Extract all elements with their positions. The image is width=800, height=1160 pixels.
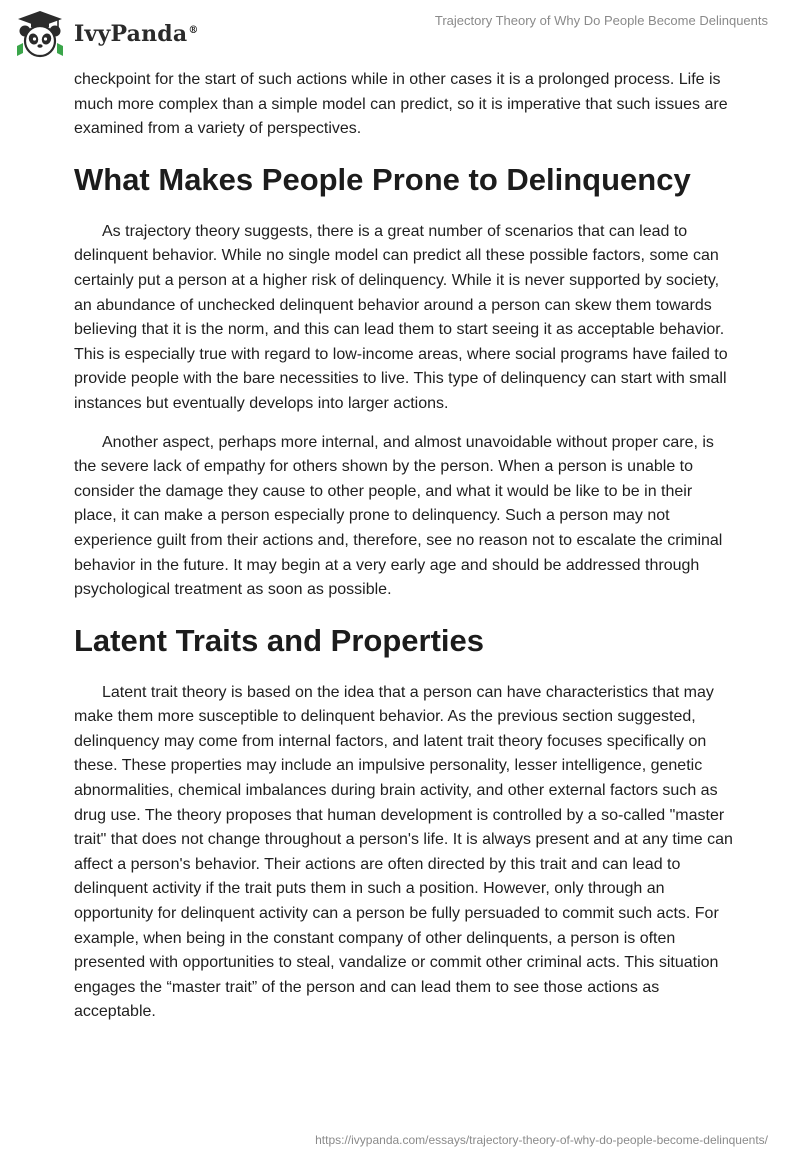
brand-name	[74, 21, 199, 47]
section1-paragraph-1: As trajectory theory suggests, there is a great number of scenarios that can lead to delinquent behavior. While no single model can predict all these possible factors, some can certainly put a person at a higher risk of delinquency. While it is never supported by society, an abundance of unchecked delinquent behavior around a person can skew them towards believing that it is the norm, and this can lead them to start seeing it as acceptable behavior. This is especially true with regard to low-income areas, where social programs have failed to provide people with the bare necessities to live. This type of delinquency can start with small instances but eventually develops into larger actions.	[74, 222, 728, 412]
document-title: Trajectory Theory of Why Do People Become Delinquents	[434, 13, 768, 28]
section1-paragraph-2: Another aspect, perhaps more internal, and almost unavoidable without proper care, is the severe lack of empathy for others shown by the person. When a person is unable to consider the damage they cause to other people, and what it would be like to be in their place, it can make a person especially prone to delinquency. Such a person may not experience guilt from their actions and, therefore, see no reason not to escalate the criminal behavior in the future. It may begin at a very early age and should be addressed through psychological treatment as soon as possible.	[74, 433, 723, 599]
source-url-link[interactable]: https://ivypanda.com/essays/trajectory-theory-of-why-do-people-become-delinquents/	[315, 1133, 768, 1147]
section-heading-latent-traits: Latent Traits and Properties	[74, 622, 484, 658]
page-header	[0, 0, 800, 70]
panda-graduate-logo-icon	[14, 8, 66, 60]
section2-paragraph-1: Latent trait theory is based on the idea that a person can have characteristics that may make them more susceptible to delinquent behavior. As the previous section suggested, delinquency may come from internal factors, and latent trait theory focuses specifically on these. These properties may include an impulsive personality, lesser intelligence, genetic abnormalities, chemical imbalances during brain activity, and other external factors such as drug use. The theory proposes that human development is controlled by a so-called "master trait" that does not change throughout a person's life. It is always present and at any time can affect a person's behavior. Their actions are often directed by this trait and can lead to delinquent activity if the trait puts them in such a position. However, only through an opportunity for delinquent activity can a person be fully persuaded to commit such acts. For example, when being in the constant company of other delinquents, a person is often presented with opportunities to steal, vandalize or commit other criminal acts. This situation engages the “master trait” of the person and can lead them to see those actions as acceptable.	[74, 683, 733, 1021]
brand-name-text: IvyPanda	[74, 21, 188, 47]
article-body	[74, 68, 734, 1039]
brand-logo[interactable]	[14, 8, 199, 60]
section-heading-prone-to-delinquency: What Makes People Prone to Delinquency	[74, 161, 691, 197]
brand-registered-mark: ®	[188, 24, 199, 36]
intro-paragraph: checkpoint for the start of such actions while in other cases it is a prolonged process. Life is much more complex than a simple model can predict, so it is imperative that such issues are examined from a variety of perspectives.	[74, 71, 728, 138]
